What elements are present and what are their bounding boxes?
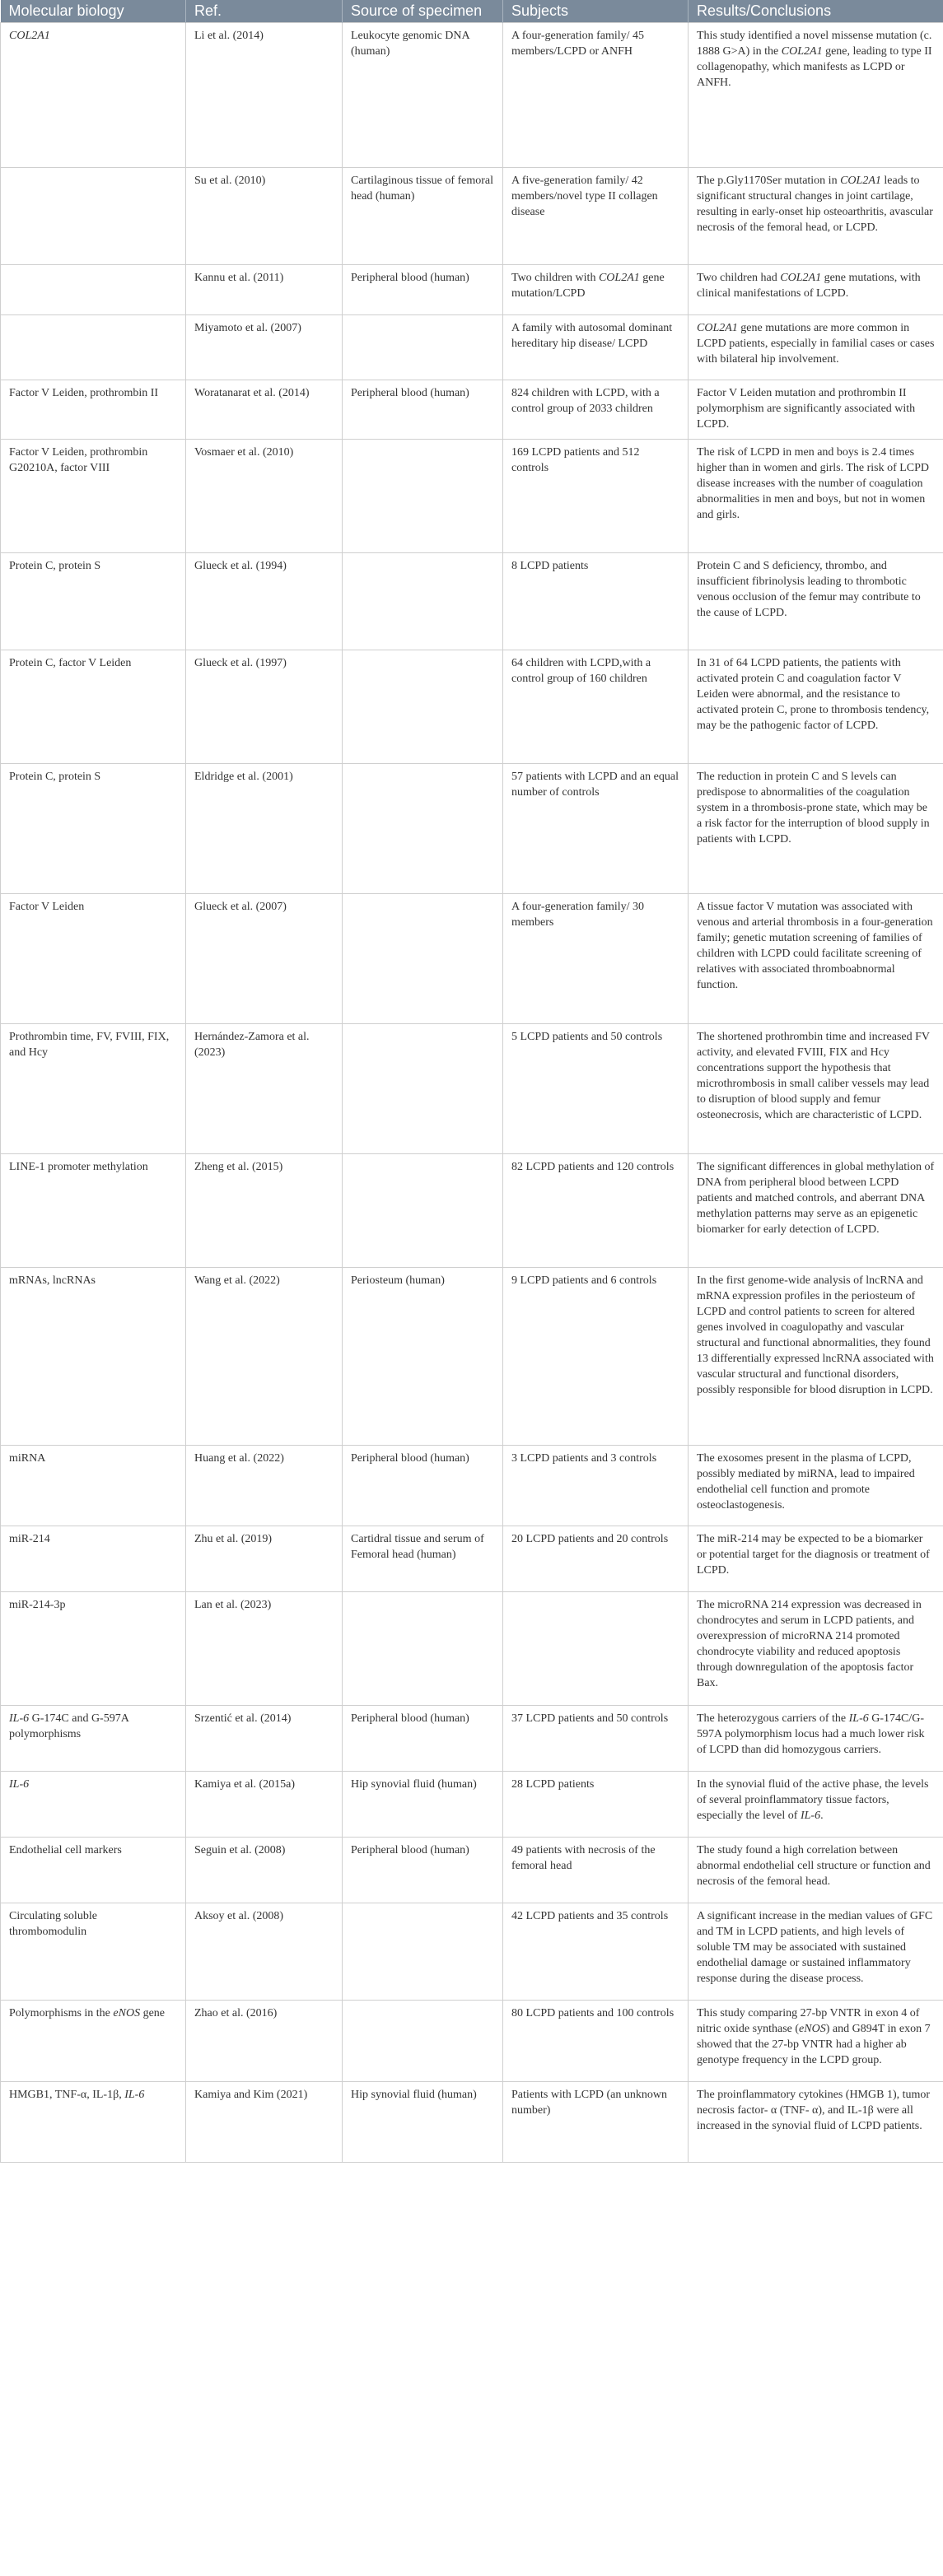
subjects-cell: 5 LCPD patients and 50 controls: [503, 1024, 689, 1154]
results-cell: The shortened prothrombin time and increased FV activity, and elevated FVIII, FIX and Hcy concentrations support the hypothesis that microthrombosis in small caliber vessels may lead to disruption of blood supply and femur osteonecrosis, which are characteristic of LCPD.: [689, 1024, 943, 1154]
ref-cell: Huang et al. (2022): [186, 1446, 343, 1526]
header-results-conclusions: Results/Conclusions: [689, 0, 943, 23]
subjects-cell: 9 LCPD patients and 6 controls: [503, 1268, 689, 1446]
molecular-biology-cell: [1, 315, 186, 380]
table-row: [1, 265, 943, 315]
table-row: [1, 2082, 943, 2163]
source-cell: Hip synovial fluid (human): [343, 1772, 503, 1838]
ref-cell: Lan et al. (2023): [186, 1592, 343, 1706]
molecular-biology-cell: Polymorphisms in the eNOS gene: [1, 2001, 186, 2082]
subjects-cell: Patients with LCPD (an unknown number): [503, 2082, 689, 2163]
molecular-biology-cell: IL-6 G-174C and G-597A polymorphisms: [1, 1706, 186, 1772]
subjects-cell: A four-generation family/ 45 members/LCPD or ANFH: [503, 23, 689, 168]
source-cell: Peripheral blood (human): [343, 1706, 503, 1772]
table-row: [1, 2001, 943, 2082]
source-cell: Leukocyte genomic DNA (human): [343, 23, 503, 168]
table-row: [1, 380, 943, 440]
molecular-biology-cell: Factor V Leiden, prothrombin G20210A, factor VIII: [1, 440, 186, 553]
subjects-cell: 82 LCPD patients and 120 controls: [503, 1154, 689, 1268]
subjects-cell: 57 patients with LCPD and an equal number of controls: [503, 764, 689, 894]
source-cell: Periosteum (human): [343, 1268, 503, 1446]
ref-cell: Kannu et al. (2011): [186, 265, 343, 315]
table-row: [1, 894, 943, 1024]
molecular-biology-cell: Prothrombin time, FV, FVIII, FIX, and Hcy: [1, 1024, 186, 1154]
molecular-biology-cell: Factor V Leiden, prothrombin II: [1, 380, 186, 440]
source-cell: Peripheral blood (human): [343, 380, 503, 440]
table-row: [1, 1526, 943, 1592]
molecular-biology-cell: miR-214: [1, 1526, 186, 1592]
ref-cell: Glueck et al. (2007): [186, 894, 343, 1024]
results-cell: The significant differences in global methylation of DNA from peripheral blood between LCPD patients and matched controls, and aberrant DNA methylation patterns may serve as an epigenetic biomarker for early detection of LCPD.: [689, 1154, 943, 1268]
results-cell: COL2A1 gene mutations are more common in LCPD patients, especially in familial cases or cases with bilateral hip involvement.: [689, 315, 943, 380]
molecular-biology-cell: Circulating soluble thrombomodulin: [1, 1903, 186, 2001]
table-row: [1, 1024, 943, 1154]
table-row: [1, 1446, 943, 1526]
molecular-biology-cell: mRNAs, lncRNAs: [1, 1268, 186, 1446]
source-cell: [343, 764, 503, 894]
results-cell: The exosomes present in the plasma of LCPD, possibly mediated by miRNA, lead to impaired endothelial cell function and promote osteoclastogenesis.: [689, 1446, 943, 1526]
results-cell: The proinflammatory cytokines (HMGB 1), tumor necrosis factor- α (TNF- α), and IL-1β were all increased in the synovial fluid of LCPD patients.: [689, 2082, 943, 2163]
source-cell: [343, 1154, 503, 1268]
subjects-cell: 49 patients with necrosis of the femoral head: [503, 1838, 689, 1903]
header-ref: Ref.: [186, 0, 343, 23]
results-cell: In 31 of 64 LCPD patients, the patients with activated protein C and coagulation factor V Leiden were abnormal, and the resistance to activated protein C, prone to thrombosis tendency, may be the pathogenic factor of LCPD.: [689, 650, 943, 764]
molecular-biology-cell: Protein C, protein S: [1, 764, 186, 894]
table-row: [1, 1772, 943, 1838]
source-cell: Cartidral tissue and serum of Femoral head (human): [343, 1526, 503, 1592]
ref-cell: Glueck et al. (1994): [186, 553, 343, 650]
source-cell: [343, 553, 503, 650]
molecular-biology-cell: HMGB1, TNF-α, IL-1β, IL-6: [1, 2082, 186, 2163]
source-cell: Hip synovial fluid (human): [343, 2082, 503, 2163]
source-cell: Peripheral blood (human): [343, 265, 503, 315]
ref-cell: Wang et al. (2022): [186, 1268, 343, 1446]
source-cell: [343, 1024, 503, 1154]
ref-cell: Vosmaer et al. (2010): [186, 440, 343, 553]
subjects-cell: 3 LCPD patients and 3 controls: [503, 1446, 689, 1526]
subjects-cell: 28 LCPD patients: [503, 1772, 689, 1838]
molecular-biology-cell: IL-6: [1, 1772, 186, 1838]
results-cell: The microRNA 214 expression was decreased in chondrocytes and serum in LCPD patients, and overexpression of microRNA 214 promoted chondrocyte viability and reduced apoptosis through downregulation of the apoptosis factor Bax.: [689, 1592, 943, 1706]
source-cell: [343, 1903, 503, 2001]
ref-cell: Eldridge et al. (2001): [186, 764, 343, 894]
subjects-cell: 37 LCPD patients and 50 controls: [503, 1706, 689, 1772]
molecular-biology-cell: [1, 265, 186, 315]
subjects-cell: 42 LCPD patients and 35 controls: [503, 1903, 689, 2001]
molecular-biology-cell: LINE-1 promoter methylation: [1, 1154, 186, 1268]
source-cell: [343, 440, 503, 553]
table-row: [1, 1592, 943, 1706]
ref-cell: Seguin et al. (2008): [186, 1838, 343, 1903]
results-cell: A significant increase in the median values of GFC and TM in LCPD patients, and high levels of soluble TM may be associated with sustained endothelial damage or sustained inflammatory response during the disease process.: [689, 1903, 943, 2001]
subjects-cell: 64 children with LCPD,with a control group of 160 children: [503, 650, 689, 764]
source-cell: [343, 650, 503, 764]
ref-cell: Su et al. (2010): [186, 168, 343, 265]
ref-cell: Kamiya et al. (2015a): [186, 1772, 343, 1838]
header-row: [1, 0, 943, 23]
molecular-biology-cell: miR-214-3p: [1, 1592, 186, 1706]
results-cell: A tissue factor V mutation was associated with venous and arterial thrombosis in a four-generation family; genetic mutation screening of families of children with LCPD could facilitate screening of relatives with associated thromboabnormal function.: [689, 894, 943, 1024]
molecular-biology-cell: Protein C, factor V Leiden: [1, 650, 186, 764]
table-row: [1, 553, 943, 650]
source-cell: [343, 894, 503, 1024]
subjects-cell: 80 LCPD patients and 100 controls: [503, 2001, 689, 2082]
table-row: [1, 1154, 943, 1268]
source-cell: Peripheral blood (human): [343, 1446, 503, 1526]
table-row: [1, 1706, 943, 1772]
table-row: [1, 764, 943, 894]
subjects-cell: A four-generation family/ 30 members: [503, 894, 689, 1024]
subjects-cell: [503, 1592, 689, 1706]
source-cell: [343, 315, 503, 380]
table-row: [1, 23, 943, 168]
subjects-cell: 169 LCPD patients and 512 controls: [503, 440, 689, 553]
ref-cell: Zhu et al. (2019): [186, 1526, 343, 1592]
table-row: [1, 1838, 943, 1903]
results-cell: This study identified a novel missense mutation (c. 1888 G>A) in the COL2A1 gene, leading to type II collagenopathy, which manifests as LCPD or ANFH.: [689, 23, 943, 168]
subjects-cell: A five-generation family/ 42 members/novel type II collagen disease: [503, 168, 689, 265]
results-cell: The p.Gly1170Ser mutation in COL2A1 leads to significant structural changes in joint cartilage, resulting in early-onset hip osteoarthritis, avascular necrosis of the femoral head, or LCPD.: [689, 168, 943, 265]
table-row: [1, 168, 943, 265]
ref-cell: Woratanarat et al. (2014): [186, 380, 343, 440]
header-subjects: Subjects: [503, 0, 689, 23]
ref-cell: Li et al. (2014): [186, 23, 343, 168]
table-body: [1, 23, 943, 2163]
header-source-of-specimen: Source of specimen: [343, 0, 503, 23]
results-cell: Two children had COL2A1 gene mutations, with clinical manifestations of LCPD.: [689, 265, 943, 315]
molecular-biology-cell: miRNA: [1, 1446, 186, 1526]
molecular-biology-cell: [1, 168, 186, 265]
results-cell: The heterozygous carriers of the IL-6 G-174C/G-597A polymorphism locus had a much lower risk of LCPD than did homozygous carriers.: [689, 1706, 943, 1772]
molecular-biology-cell: COL2A1: [1, 23, 186, 168]
source-cell: [343, 1592, 503, 1706]
results-cell: The study found a high correlation between abnormal endothelial cell structure or function and necrosis of the femoral head.: [689, 1838, 943, 1903]
results-cell: Protein C and S deficiency, thrombo, and insufficient fibrinolysis leading to thrombotic venous occlusion of the femur may contribute to the cause of LCPD.: [689, 553, 943, 650]
source-cell: [343, 2001, 503, 2082]
ref-cell: Glueck et al. (1997): [186, 650, 343, 764]
results-cell: The miR-214 may be expected to be a biomarker or potential target for the diagnosis or treatment of LCPD.: [689, 1526, 943, 1592]
subjects-cell: 20 LCPD patients and 20 controls: [503, 1526, 689, 1592]
results-cell: In the first genome-wide analysis of lncRNA and mRNA expression profiles in the periosteum of LCPD and control patients to screen for altered genes involved in coagulopathy and vascular structural and functional abnormalities, they found 13 differentially expressed lncRNA associated with vascular structural and functional disorders, possibly responsible for blood disruption in LCPD.: [689, 1268, 943, 1446]
table-row: [1, 440, 943, 553]
subjects-cell: A family with autosomal dominant hereditary hip disease/ LCPD: [503, 315, 689, 380]
subjects-cell: 8 LCPD patients: [503, 553, 689, 650]
table-row: [1, 1903, 943, 2001]
ref-cell: Zheng et al. (2015): [186, 1154, 343, 1268]
results-cell: Factor V Leiden mutation and prothrombin II polymorphism are significantly associated with LCPD.: [689, 380, 943, 440]
ref-cell: Miyamoto et al. (2007): [186, 315, 343, 380]
ref-cell: Aksoy et al. (2008): [186, 1903, 343, 2001]
results-cell: The reduction in protein C and S levels can predispose to abnormalities of the coagulation system in a thrombosis-prone state, which may be a risk factor for the interruption of blood supply in patients with LCPD.: [689, 764, 943, 894]
results-cell: The risk of LCPD in men and boys is 2.4 times higher than in women and girls. The risk of LCPD disease increases with the number of coagulation abnormalities in men and boys, but not in women and girls.: [689, 440, 943, 553]
source-cell: Peripheral blood (human): [343, 1838, 503, 1903]
results-cell: In the synovial fluid of the active phase, the levels of several proinflammatory tissue factors, especially the level of IL-6.: [689, 1772, 943, 1838]
header-molecular-biology: Molecular biology: [1, 0, 186, 23]
ref-cell: Srzentić et al. (2014): [186, 1706, 343, 1772]
source-cell: Cartilaginous tissue of femoral head (human): [343, 168, 503, 265]
molecular-biology-cell: Protein C, protein S: [1, 553, 186, 650]
subjects-cell: 824 children with LCPD, with a control group of 2033 children: [503, 380, 689, 440]
subjects-cell: Two children with COL2A1 gene mutation/LCPD: [503, 265, 689, 315]
table-row: [1, 1268, 943, 1446]
table-row: [1, 650, 943, 764]
table-row: [1, 315, 943, 380]
ref-cell: Kamiya and Kim (2021): [186, 2082, 343, 2163]
ref-cell: Hernández-Zamora et al. (2023): [186, 1024, 343, 1154]
ref-cell: Zhao et al. (2016): [186, 2001, 343, 2082]
molecular-biology-cell: Endothelial cell markers: [1, 1838, 186, 1903]
results-cell: This study comparing 27-bp VNTR in exon 4 of nitric oxide synthase (eNOS) and G894T in exon 7 showed that the 27-bp VNTR had a higher ab genotype frequency in the LCPD group.: [689, 2001, 943, 2082]
molecular-biology-cell: Factor V Leiden: [1, 894, 186, 1024]
